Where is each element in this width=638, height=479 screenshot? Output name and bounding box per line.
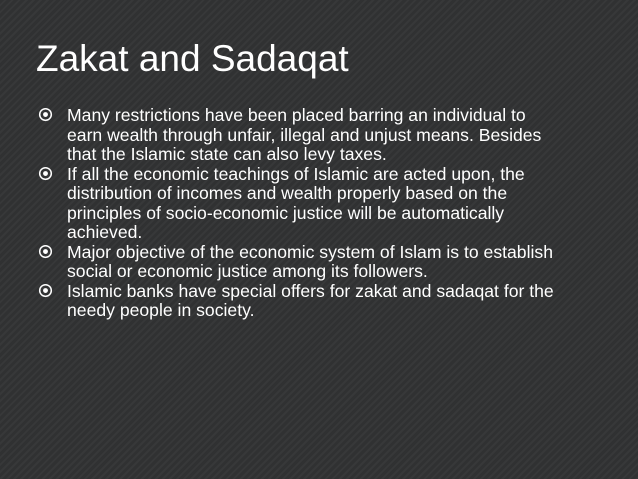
- circle-target-icon: [38, 107, 53, 122]
- bullet-text: Many restrictions have been placed barring an individual to earn wealth through unfair, illegal and unjust means. Besides that the Islamic state can also levy taxes.: [67, 105, 542, 164]
- circle-target-icon: [38, 244, 53, 259]
- bullet-item: [37, 165, 557, 243]
- bullet-text: Major objective of the economic system of Islam is to establish social or economic justice among its followers.: [67, 241, 553, 281]
- bullet-item: [37, 106, 557, 165]
- bullet-text: If all the economic teachings of Islamic are acted upon, the distribution of incomes and wealth properly based on the principles of socio-economic justice will be automatically achieved.: [67, 163, 525, 242]
- circle-target-icon: [38, 283, 53, 298]
- slide-title: Zakat and Sadaqat: [36, 38, 349, 79]
- bullet-text: Islamic banks have special offers for zakat and sadaqat for the needy people in society.: [67, 280, 554, 320]
- circle-target-icon: [38, 166, 53, 181]
- bullet-item: [37, 282, 557, 321]
- bullet-item: [37, 243, 557, 282]
- bullet-list: [37, 106, 557, 321]
